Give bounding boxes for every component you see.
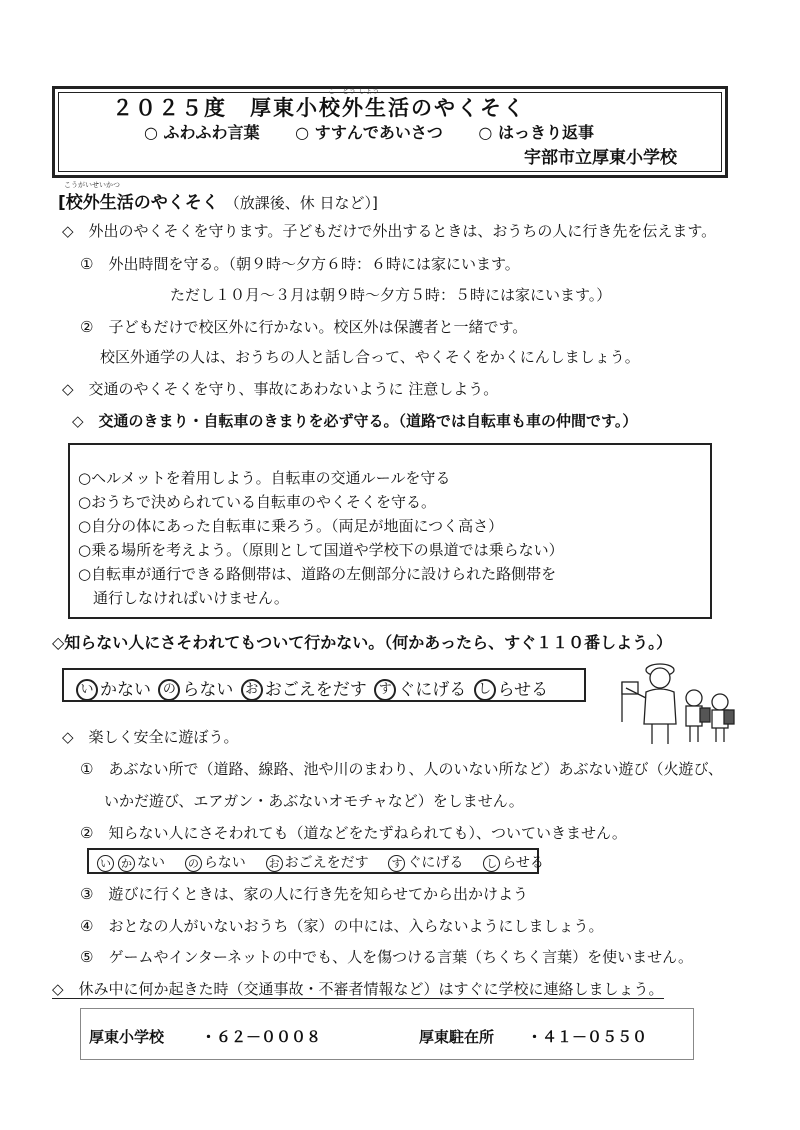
contact-school-tel: ・６２－０００８ <box>201 1028 322 1046</box>
item-traffic: ◇ 交通のやくそくを守り、事故にあわないように 注意しよう。 <box>62 380 499 398</box>
section-subtitle: （放課後、休 日など）] <box>224 194 378 212</box>
ikanai-box-small <box>87 848 544 874</box>
bicycle-rules-box <box>68 443 712 619</box>
item-outing-time: ① 外出時間を守る。（朝９時～夕方６時：６時には家にいます。 <box>80 255 520 273</box>
slogans <box>144 120 624 143</box>
play-item-1-cont: いかだ遊び、エアガン・あぶないオモチャなど）をしません。 <box>104 792 524 810</box>
ika2-text-1: ない <box>137 855 165 871</box>
play-heading: ◇ 楽しく安全に遊ぼう。 <box>62 728 239 746</box>
rule-place: ○乗る場所を考えよう。（原則として国道や学校下の県道では乗らない） <box>78 541 564 559</box>
slogan-2: ○ すすんであいさつ <box>295 123 443 142</box>
slogan-1: ○ ふわふわ言葉 <box>144 123 260 142</box>
play-item-4: ④ おとなの人がいないおうち（家）の中には、入らないようにしましょう。 <box>80 917 604 935</box>
ika-circle-4: す <box>374 679 396 701</box>
ika2-circle-2: の <box>185 855 202 872</box>
ika2-text-5: らせる <box>502 855 544 871</box>
slogan-3: ○ はっきり返事 <box>478 123 594 142</box>
rule-helmet: ○ヘルメットを着用しよう。自転車の交通ルールを守る <box>78 469 451 487</box>
rule-roadside-cont: 通行しなければいけません。 <box>78 589 289 607</box>
ika2-circle-3: お <box>266 855 283 872</box>
item-outing: ◇ 外出のやくそくを守ります。子どもだけで外出するときは、おうちの人に行き先を伝えます。 <box>62 222 717 240</box>
children-illustration <box>612 652 752 752</box>
ika2-circle-4: す <box>388 855 405 872</box>
section-title-text: [校外生活のやくそく <box>58 193 219 213</box>
ika-text-1: かない <box>100 680 151 700</box>
ika-circle-3: お <box>241 679 263 701</box>
emergency-notice <box>52 978 664 999</box>
item-outing-time-note: ただし１０月～３月は朝９時～夕方５時：５時には家にいます。） <box>170 286 612 304</box>
item-school-area: ② 子どもだけで校区外に行かない。校区外は保護者と一緒です。 <box>80 318 528 336</box>
contact-police-name: 厚東駐在所 <box>419 1028 495 1046</box>
ika2-circle-1: い <box>97 855 114 872</box>
ika-text-3: おごえをだす <box>264 680 367 700</box>
ika2-circle-1b: か <box>118 855 135 872</box>
rule-home: ○おうちで決められている自転車のやくそくを守る。 <box>78 493 436 511</box>
rule-size: ○自分の体にあった自転車に乗ろう。（両足が地面につく高さ） <box>78 517 504 535</box>
ika-circle-5: し <box>474 679 496 701</box>
contact-police-tel: ・４１－０５５０ <box>527 1028 648 1046</box>
play-item-1: ① あぶない所で（道路、線路、池や川のまわり、人のいない所など）あぶない遊び（火遊び、 <box>80 760 723 778</box>
ikanai-box <box>62 668 586 702</box>
play-item-2: ② 知らない人にさそわれても（道などをたずねられても）、ついていきません。 <box>80 824 627 842</box>
title-ruby: こ とう しょう <box>328 87 380 95</box>
ika-text-2: らない <box>182 680 234 700</box>
school-name: 宇部市立厚東小学校 <box>524 148 677 168</box>
section-title <box>58 188 378 213</box>
ika-text-4: ぐにげる <box>398 680 467 700</box>
ika-circle-1: い <box>76 679 98 701</box>
contact-school-name: 厚東小学校 <box>89 1028 165 1046</box>
contact-box <box>80 1008 694 1060</box>
ika2-circle-5: し <box>483 855 500 872</box>
emergency-text: ◇ 休み中に何か起きた時（交通事故・不審者情報など）はすぐに学校に連絡しましょう。 <box>52 980 664 998</box>
play-item-3: ③ 遊びに行くときは、家の人に行き先を知らせてから出かけよう <box>80 885 529 903</box>
ika2-text-3: おごえをだす <box>284 855 369 871</box>
section-title-ruby: こうがいせいかつ <box>64 181 120 189</box>
ika2-text-4: ぐにげる <box>407 855 464 871</box>
stranger-warning: ◇知らない人にさそわれてもついて行かない。（何かあったら、すぐ１１０番しよう。） <box>52 633 673 652</box>
play-item-5: ⑤ ゲームやインターネットの中でも、人を傷つける言葉（ちくちく言葉）を使いません。 <box>80 948 694 966</box>
ika-text-5: らせる <box>497 680 549 700</box>
item-school-area-note: 校区外通学の人は、おうちの人と話し合って、やくそくをかくにんしましょう。 <box>100 348 640 366</box>
item-bicycle: ◇ 交通のきまり・自転車のきまりを必ず守る。（道路では自転車も車の仲間です。） <box>72 412 638 430</box>
rule-roadside: ○自転車が通行できる路側帯は、道路の左側部分に設けられた路側帯を <box>78 565 557 583</box>
ika-circle-2: の <box>158 679 180 701</box>
ika2-text-2: らない <box>203 855 246 871</box>
page-title: ２０２５度 厚東小校外生活のやくそく <box>112 96 526 120</box>
